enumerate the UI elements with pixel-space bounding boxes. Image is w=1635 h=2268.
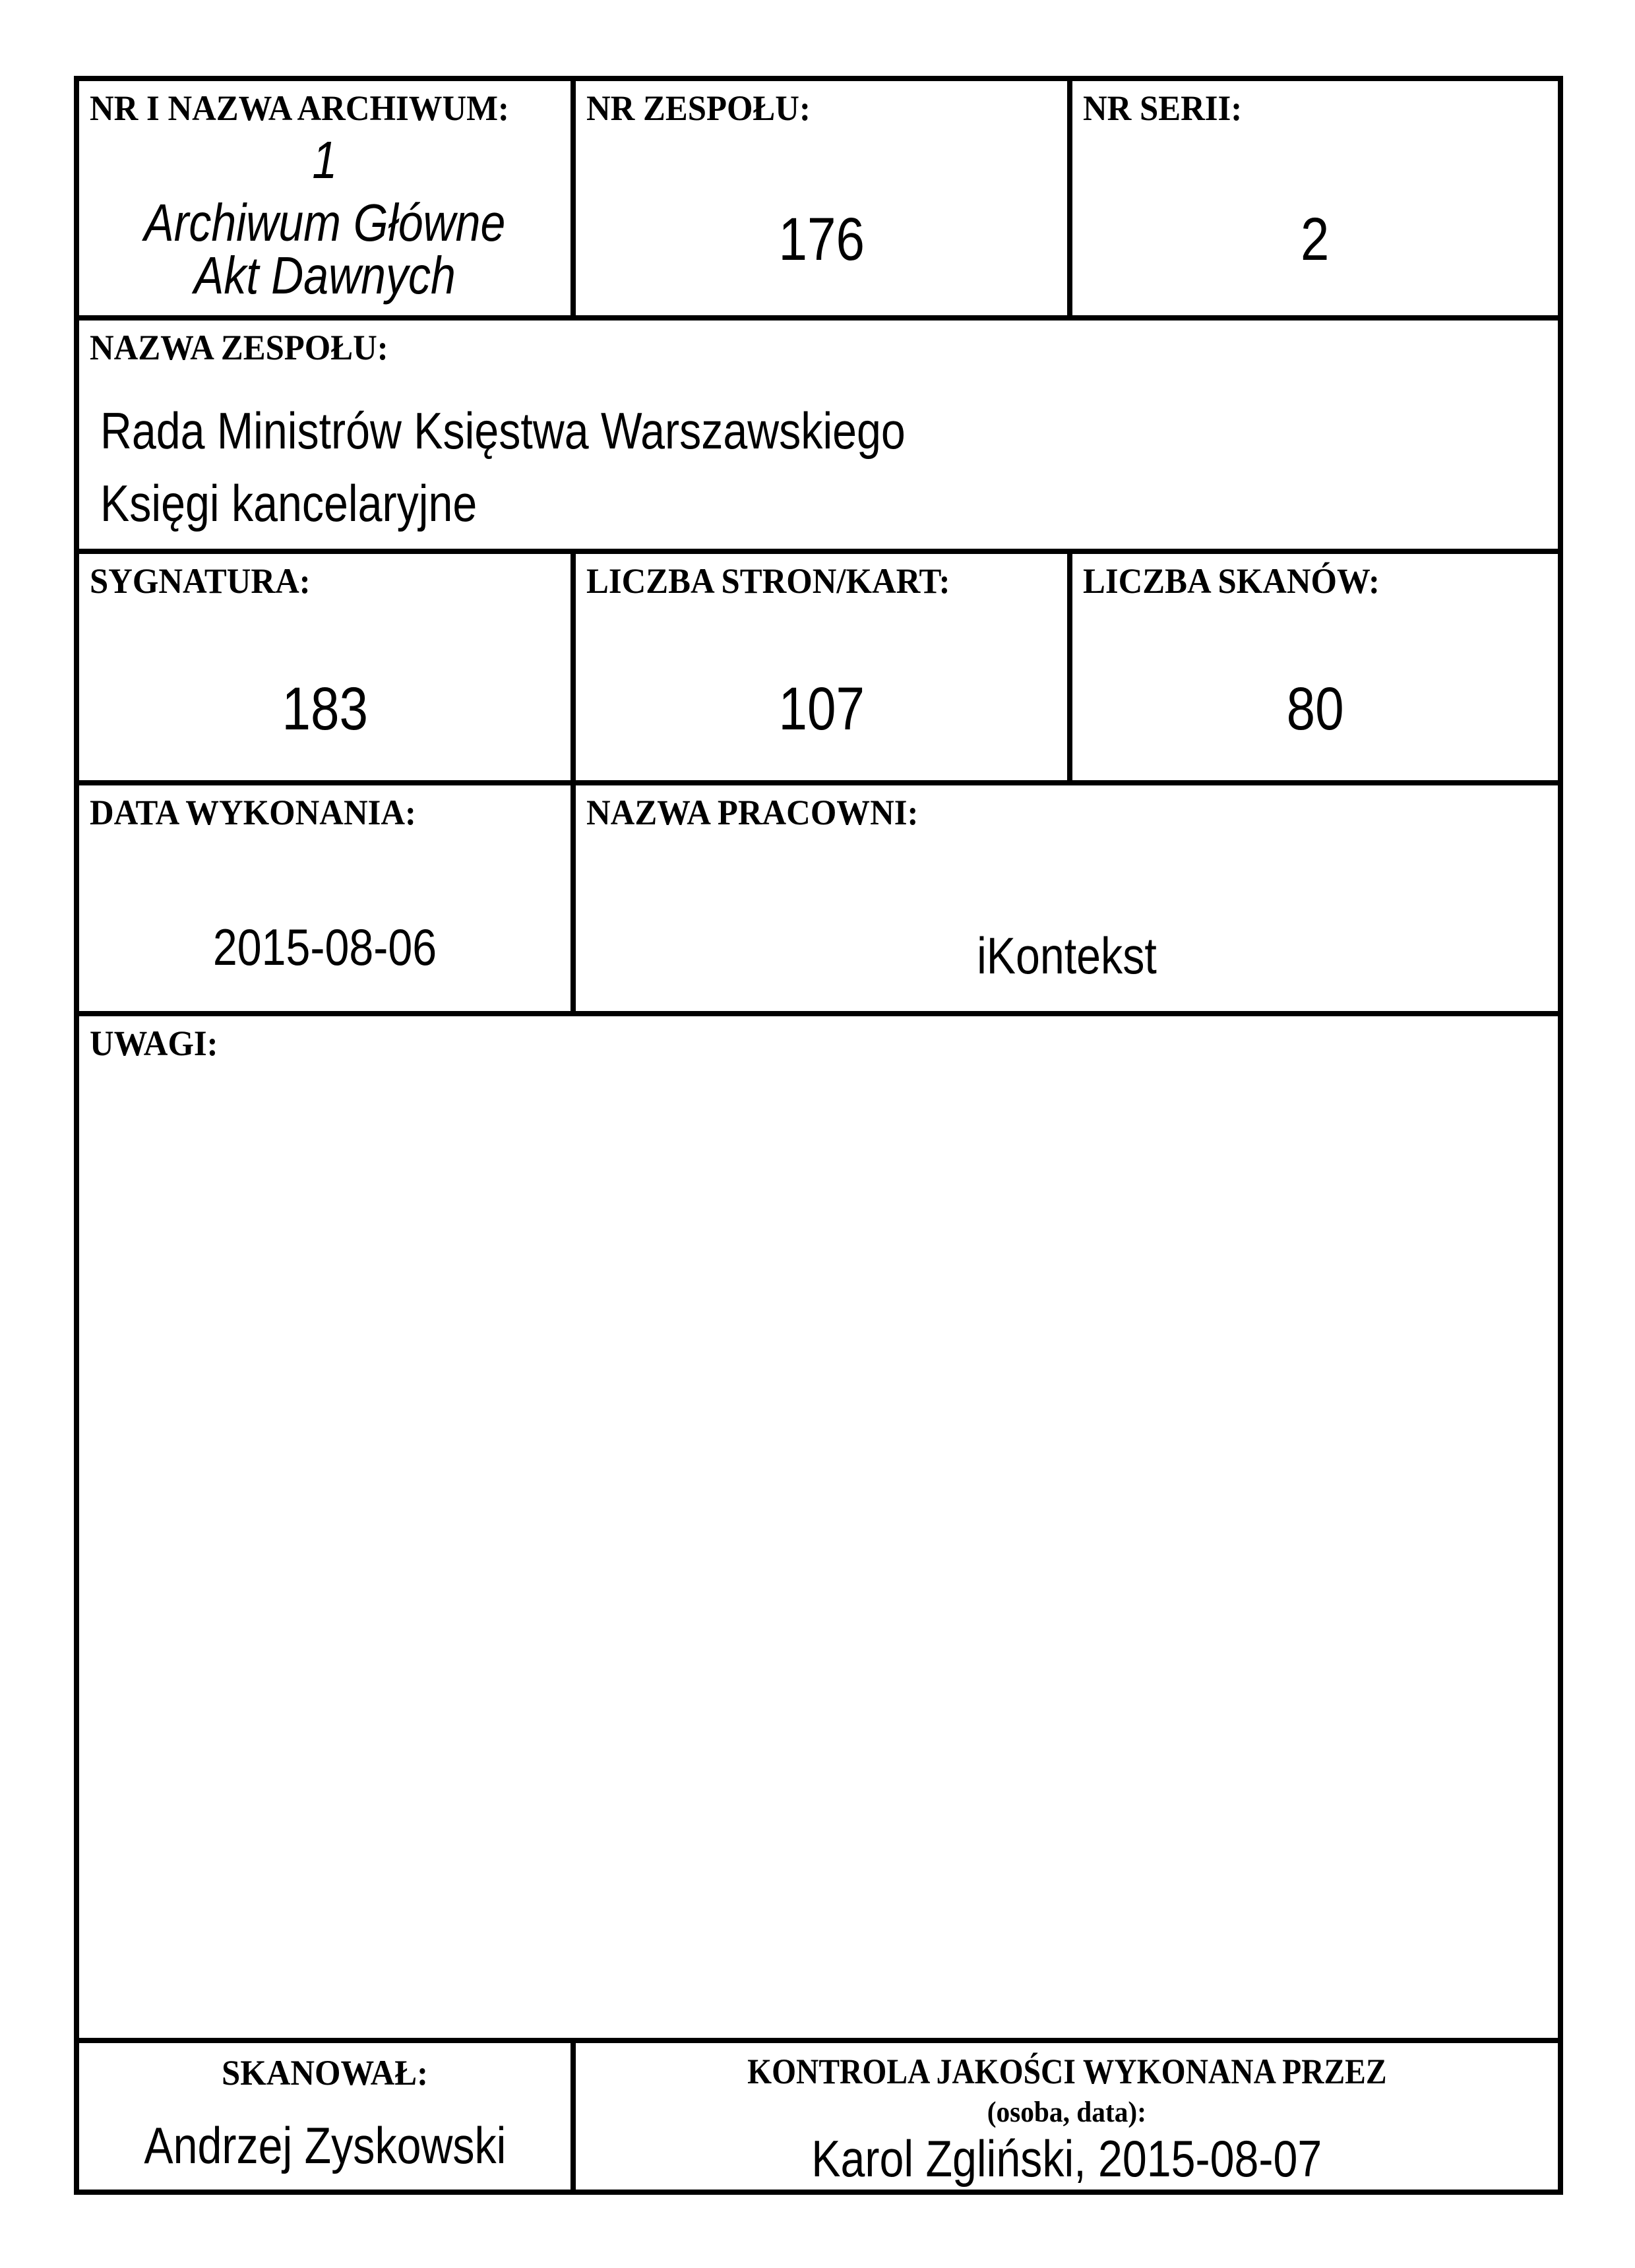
fonds-name-line1: Rada Ministrów Księstwa Warszawskiego bbox=[100, 402, 906, 460]
scan-date-value-wrap bbox=[79, 919, 571, 975]
quality-control-value: Karol Zgliński, 2015-08-07 bbox=[811, 2130, 1322, 2188]
scanned-by-value: Andrzej Zyskowski bbox=[144, 2116, 506, 2174]
scan-date-value: 2015-08-06 bbox=[212, 918, 437, 976]
scans-count-value: 80 bbox=[1286, 675, 1344, 743]
workshop-value: iKontekst bbox=[977, 927, 1157, 985]
quality-control-label-line2: (osoba, data): bbox=[987, 2096, 1147, 2128]
workshop-cell bbox=[573, 783, 1560, 1014]
workshop-value-wrap bbox=[576, 927, 1558, 984]
scan-date-label: DATA WYKONANIA: bbox=[90, 793, 416, 832]
quality-control-label-line1-wrap bbox=[576, 2051, 1558, 2092]
signature-cell bbox=[77, 551, 573, 783]
fonds-number-label: NR ZESPOŁU: bbox=[586, 88, 811, 128]
fonds-name-line1-wrap bbox=[79, 398, 1558, 464]
scanned-by-cell bbox=[77, 2040, 573, 2192]
fonds-number-label-wrap bbox=[586, 88, 825, 129]
pages-count-value: 107 bbox=[778, 675, 865, 743]
workshop-label-wrap bbox=[586, 792, 940, 833]
signature-label-wrap bbox=[90, 561, 324, 601]
archive-label: NR I NAZWA ARCHIWUM: bbox=[90, 88, 509, 128]
archive-number-wrap bbox=[79, 131, 571, 189]
fonds-name-line2-wrap bbox=[79, 470, 1558, 536]
quality-control-cell bbox=[573, 2040, 1560, 2192]
series-number-value-wrap bbox=[1072, 206, 1558, 272]
signature-value: 183 bbox=[282, 675, 368, 743]
scans-count-cell bbox=[1070, 551, 1560, 783]
fonds-name-label-wrap bbox=[90, 327, 408, 368]
scans-count-label: LICZBA SKANÓW: bbox=[1083, 561, 1380, 601]
signature-label: SYGNATURA: bbox=[90, 561, 311, 601]
fonds-name-cell bbox=[77, 318, 1560, 551]
fonds-name-label: NAZWA ZESPOŁU: bbox=[90, 328, 388, 367]
quality-control-label-line2-wrap bbox=[576, 2095, 1558, 2130]
archive-label-wrap bbox=[90, 88, 536, 129]
archive-name-line2: Akt Dawnych bbox=[194, 246, 456, 305]
signature-value-wrap bbox=[79, 676, 571, 742]
pages-count-label: LICZBA STRON/KART: bbox=[586, 561, 950, 601]
series-number-label: NR SERII: bbox=[1083, 88, 1243, 128]
remarks-label: UWAGI: bbox=[90, 1024, 218, 1063]
pages-count-cell bbox=[573, 551, 1070, 783]
scans-count-value-wrap bbox=[1072, 676, 1558, 742]
archive-cell bbox=[77, 78, 573, 318]
fonds-name-line2: Księgi kancelaryjne bbox=[100, 474, 478, 532]
series-number-label-wrap bbox=[1083, 88, 1252, 129]
fonds-number-cell bbox=[573, 78, 1070, 318]
remarks-label-wrap bbox=[90, 1023, 226, 1064]
archive-number-value: 1 bbox=[312, 131, 338, 189]
quality-control-label-line1: KONTROLA JAKOŚCI WYKONANA PRZEZ bbox=[747, 2052, 1387, 2091]
quality-control-value-wrap bbox=[576, 2130, 1558, 2188]
archive-name-line1-wrap bbox=[79, 194, 571, 252]
workshop-label: NAZWA PRACOWNI: bbox=[586, 793, 919, 832]
scan-date-cell bbox=[77, 783, 573, 1014]
scanned-by-label-wrap bbox=[79, 2052, 571, 2093]
archive-name-line1: Archiwum Główne bbox=[144, 193, 506, 252]
scanned-by-label: SKANOWAŁ: bbox=[221, 2053, 429, 2093]
pages-count-label-wrap bbox=[586, 561, 973, 601]
pages-count-value-wrap bbox=[576, 676, 1067, 742]
scan-date-label-wrap bbox=[90, 792, 437, 833]
remarks-cell bbox=[77, 1014, 1560, 2040]
fonds-number-value: 176 bbox=[778, 206, 865, 273]
fonds-number-value-wrap bbox=[576, 206, 1067, 272]
archive-name-line2-wrap bbox=[79, 247, 571, 305]
scans-count-label-wrap bbox=[1083, 561, 1399, 601]
scanned-by-value-wrap bbox=[79, 2116, 571, 2174]
archive-metadata-table bbox=[74, 76, 1563, 2195]
series-number-cell bbox=[1070, 78, 1560, 318]
series-number-value: 2 bbox=[1301, 206, 1330, 273]
